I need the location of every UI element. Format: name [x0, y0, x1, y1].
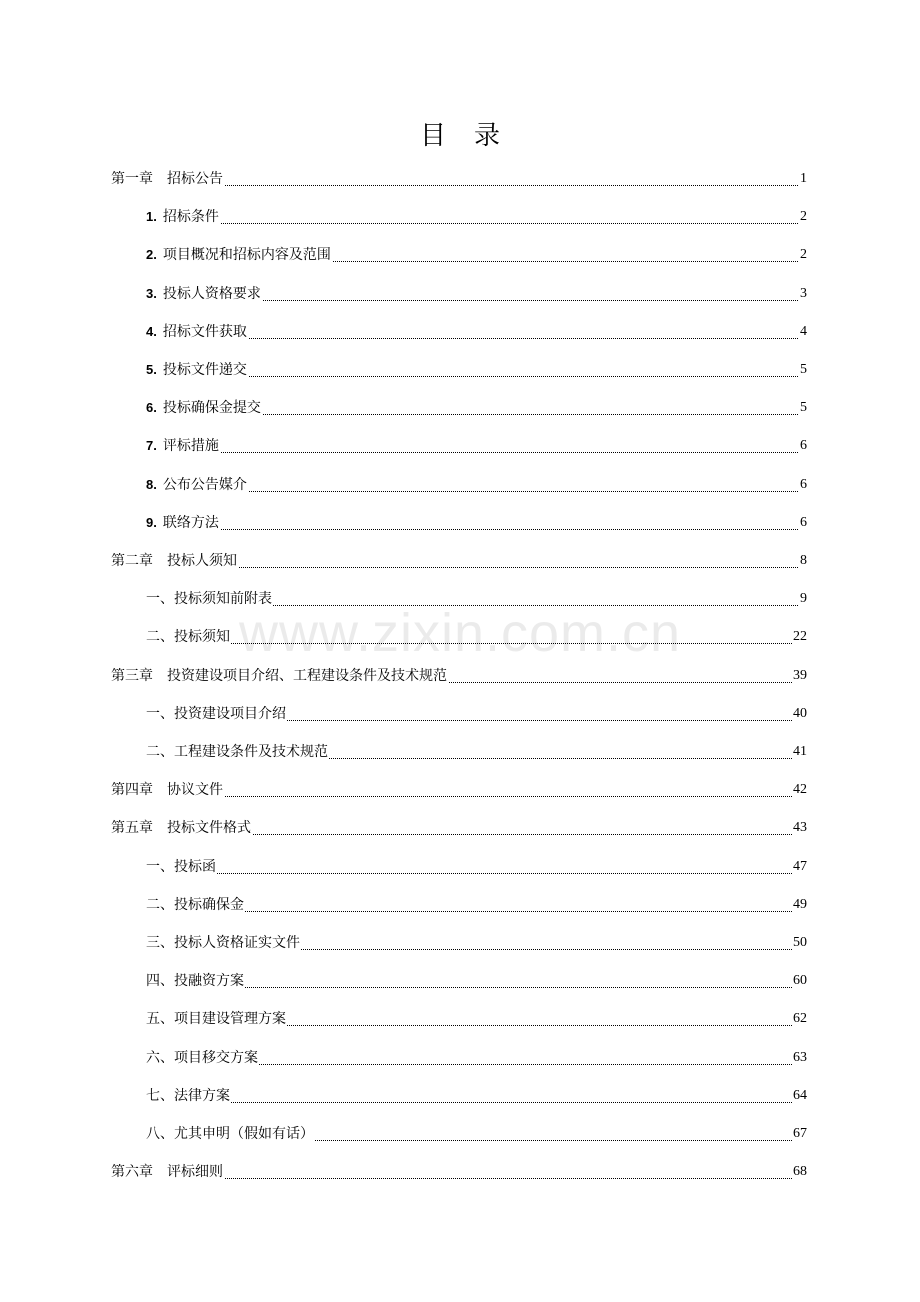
- toc-entry-prefix: 2.: [146, 247, 157, 263]
- toc-entry-page: 40: [792, 695, 807, 733]
- toc-entry-label: [146, 580, 273, 618]
- toc-entry-page: 42: [792, 771, 807, 809]
- toc-entry-label: [146, 1077, 231, 1115]
- toc-entry[interactable]: [0, 962, 920, 1000]
- toc-entry-label: [146, 733, 329, 771]
- toc-entry[interactable]: [0, 886, 920, 924]
- toc-entry-label: [146, 695, 287, 733]
- toc-entry-label: [146, 427, 220, 465]
- toc-entry-page: 39: [792, 657, 807, 695]
- toc-entry-page: 64: [792, 1077, 807, 1115]
- toc-entry-label: [111, 542, 238, 580]
- toc-entry-label: [146, 1115, 315, 1153]
- toc-entry-text: 四、投融资方案: [146, 973, 244, 990]
- toc-entry-text: 一、投标函: [146, 858, 216, 875]
- toc-entry-page: 6: [799, 466, 807, 504]
- toc-entry-label: [111, 657, 448, 695]
- toc-entry[interactable]: [0, 1153, 920, 1191]
- toc-entry[interactable]: [0, 580, 920, 618]
- toc-entry-text: 六、项目移交方案: [146, 1049, 258, 1066]
- toc-entry-page: 49: [792, 886, 807, 924]
- toc-entry-label: [146, 198, 220, 236]
- toc-entry[interactable]: [0, 1000, 920, 1038]
- toc-entry-page: 63: [792, 1039, 807, 1077]
- toc-entry-prefix: 第三章: [111, 667, 153, 684]
- toc-entry-text: 一、投资建设项目介绍: [146, 705, 286, 722]
- toc-entry-prefix: 第五章: [111, 820, 153, 837]
- toc-entry-text: 投标文件递交: [162, 362, 247, 378]
- toc-entry-prefix: 8.: [146, 476, 157, 492]
- toc-entry[interactable]: [0, 1039, 920, 1077]
- toc-entry-page: 41: [792, 733, 807, 771]
- toc-entry-text: 项目概况和招标内容及范围: [162, 247, 331, 264]
- toc-entry-text: 五、项目建设管理方案: [146, 1011, 286, 1028]
- toc-entry[interactable]: [0, 542, 920, 580]
- toc-entry[interactable]: [0, 427, 920, 465]
- toc-entry[interactable]: [0, 924, 920, 962]
- toc-entry-page: 9: [799, 580, 807, 618]
- toc-entry[interactable]: [0, 1077, 920, 1115]
- toc-entry-text: 二、工程建设条件及技术规范: [146, 744, 328, 760]
- toc-entry-text: 协议文件: [167, 782, 223, 799]
- toc-entry-prefix: 6.: [146, 400, 157, 416]
- toc-entry-label: [111, 771, 224, 809]
- toc-entry-page: 5: [799, 389, 807, 427]
- toc-entry-label: [146, 924, 301, 962]
- toc-entry-leader: [146, 223, 804, 224]
- toc-entry-label: [111, 160, 224, 198]
- toc-entry-page: 3: [799, 275, 807, 313]
- toc-entry-leader: [146, 452, 804, 453]
- toc-entry-label: [146, 275, 262, 313]
- toc-entry-text: 投标文件格式: [167, 820, 251, 837]
- toc-entry-page: 43: [792, 809, 807, 847]
- toc-entry-prefix: 第六章: [111, 1164, 153, 1181]
- toc-entry[interactable]: [0, 733, 920, 771]
- toc-entry-page: 62: [792, 1000, 807, 1038]
- toc-entry-prefix: 5.: [146, 362, 157, 377]
- toc-entry[interactable]: [0, 160, 920, 198]
- toc-entry-text: 评标措施: [162, 438, 219, 455]
- toc-entry-text: 联络方法: [162, 514, 219, 531]
- toc-entry[interactable]: [0, 504, 920, 542]
- toc-entry[interactable]: [0, 198, 920, 236]
- toc-entry-text: 公布公告媒介: [162, 476, 247, 493]
- toc-entry-page: 6: [799, 504, 807, 542]
- toc-entry-page: 68: [792, 1153, 807, 1191]
- toc-entry-leader: [146, 529, 804, 530]
- toc-entry-text: 二、投标须知: [146, 629, 230, 646]
- toc-entry-label: [146, 1000, 287, 1038]
- toc-entry-label: [146, 618, 231, 656]
- toc-entry-text: 招标文件获取: [162, 323, 247, 340]
- toc-entry-label: [111, 1153, 224, 1191]
- toc-title-char-2: 录: [474, 121, 501, 151]
- toc-entry-text: 投标人须知: [167, 553, 237, 569]
- toc-entry-leader: [146, 873, 804, 874]
- toc-entry-label: [146, 236, 332, 274]
- toc-entry-text: 投标确保金提交: [162, 400, 261, 417]
- toc-entry-text: 招标公告: [167, 171, 223, 187]
- toc-entry-text: 招标条件: [162, 209, 219, 226]
- toc-entry-prefix: 4.: [146, 323, 157, 339]
- toc-entry-label: [146, 389, 262, 427]
- toc-entry-page: 67: [792, 1115, 807, 1153]
- toc-entry-prefix: 3.: [146, 285, 157, 301]
- watermark: www.zixin.com.cn: [238, 603, 682, 663]
- toc-entry-prefix: 第二章: [111, 553, 153, 569]
- toc-entry[interactable]: [0, 351, 920, 389]
- toc-entry[interactable]: [0, 771, 920, 809]
- toc-entry[interactable]: [0, 313, 920, 351]
- toc-entry-page: 47: [792, 848, 807, 886]
- toc-entry-page: 4: [799, 313, 807, 351]
- toc-title: [0, 116, 920, 156]
- toc-entry-leader: [146, 643, 804, 644]
- toc-entry-page: 6: [799, 427, 807, 465]
- toc-entry[interactable]: [0, 275, 920, 313]
- toc-entry[interactable]: [0, 657, 920, 695]
- toc-entry-text: 三、投标人资格证实文件: [146, 935, 300, 951]
- toc-entry-page: 5: [799, 351, 807, 389]
- toc-entry[interactable]: [0, 1115, 920, 1153]
- toc-entry-text: 八、尤其申明（假如有话）: [146, 1126, 314, 1142]
- toc-entry-page: 2: [799, 236, 807, 274]
- toc-entry-page: 2: [799, 198, 807, 236]
- toc-entry-label: [111, 809, 252, 847]
- toc-entry-page: 60: [792, 962, 807, 1000]
- toc-entry-prefix: 第四章: [111, 782, 153, 799]
- toc-entry[interactable]: [0, 618, 920, 656]
- toc-entry-label: [146, 504, 220, 542]
- toc-title-char-1: 目: [419, 121, 446, 151]
- toc-entry-leader: [146, 1102, 804, 1103]
- toc-entry-text: 评标细则: [167, 1164, 223, 1181]
- toc-entry[interactable]: [0, 389, 920, 427]
- toc-entry-label: [146, 466, 248, 504]
- toc-entry-text: 投标人资格要求: [162, 285, 261, 302]
- toc-entry-prefix: 1.: [146, 209, 157, 225]
- toc-entry[interactable]: [0, 809, 920, 847]
- toc-entry-prefix: 9.: [146, 514, 157, 530]
- toc-entry-label: [146, 848, 217, 886]
- toc-entry-page: 1: [799, 160, 807, 198]
- toc-entry-page: 50: [792, 924, 807, 962]
- toc-entry-text: 一、投标须知前附表: [146, 591, 272, 608]
- toc-entry-prefix: 7.: [146, 438, 157, 454]
- toc-entry-text: 投资建设项目介绍、工程建设条件及技术规范: [167, 667, 447, 684]
- toc-entry-label: [146, 351, 248, 389]
- toc-entry[interactable]: [0, 695, 920, 733]
- toc-entry[interactable]: [0, 236, 920, 274]
- toc-entry[interactable]: [0, 848, 920, 886]
- toc-entry-label: [146, 962, 245, 1000]
- toc-entry-prefix: 第一章: [111, 171, 153, 187]
- toc-entry-text: 二、投标确保金: [146, 896, 244, 913]
- toc-entry-text: 七、法律方案: [146, 1087, 230, 1104]
- toc-entry-label: [146, 886, 245, 924]
- toc-entry[interactable]: [0, 466, 920, 504]
- toc-entry-label: [146, 313, 248, 351]
- toc-entry-label: [146, 1039, 259, 1077]
- toc-entry-page: 22: [792, 618, 807, 656]
- toc-entry-page: 8: [799, 542, 807, 580]
